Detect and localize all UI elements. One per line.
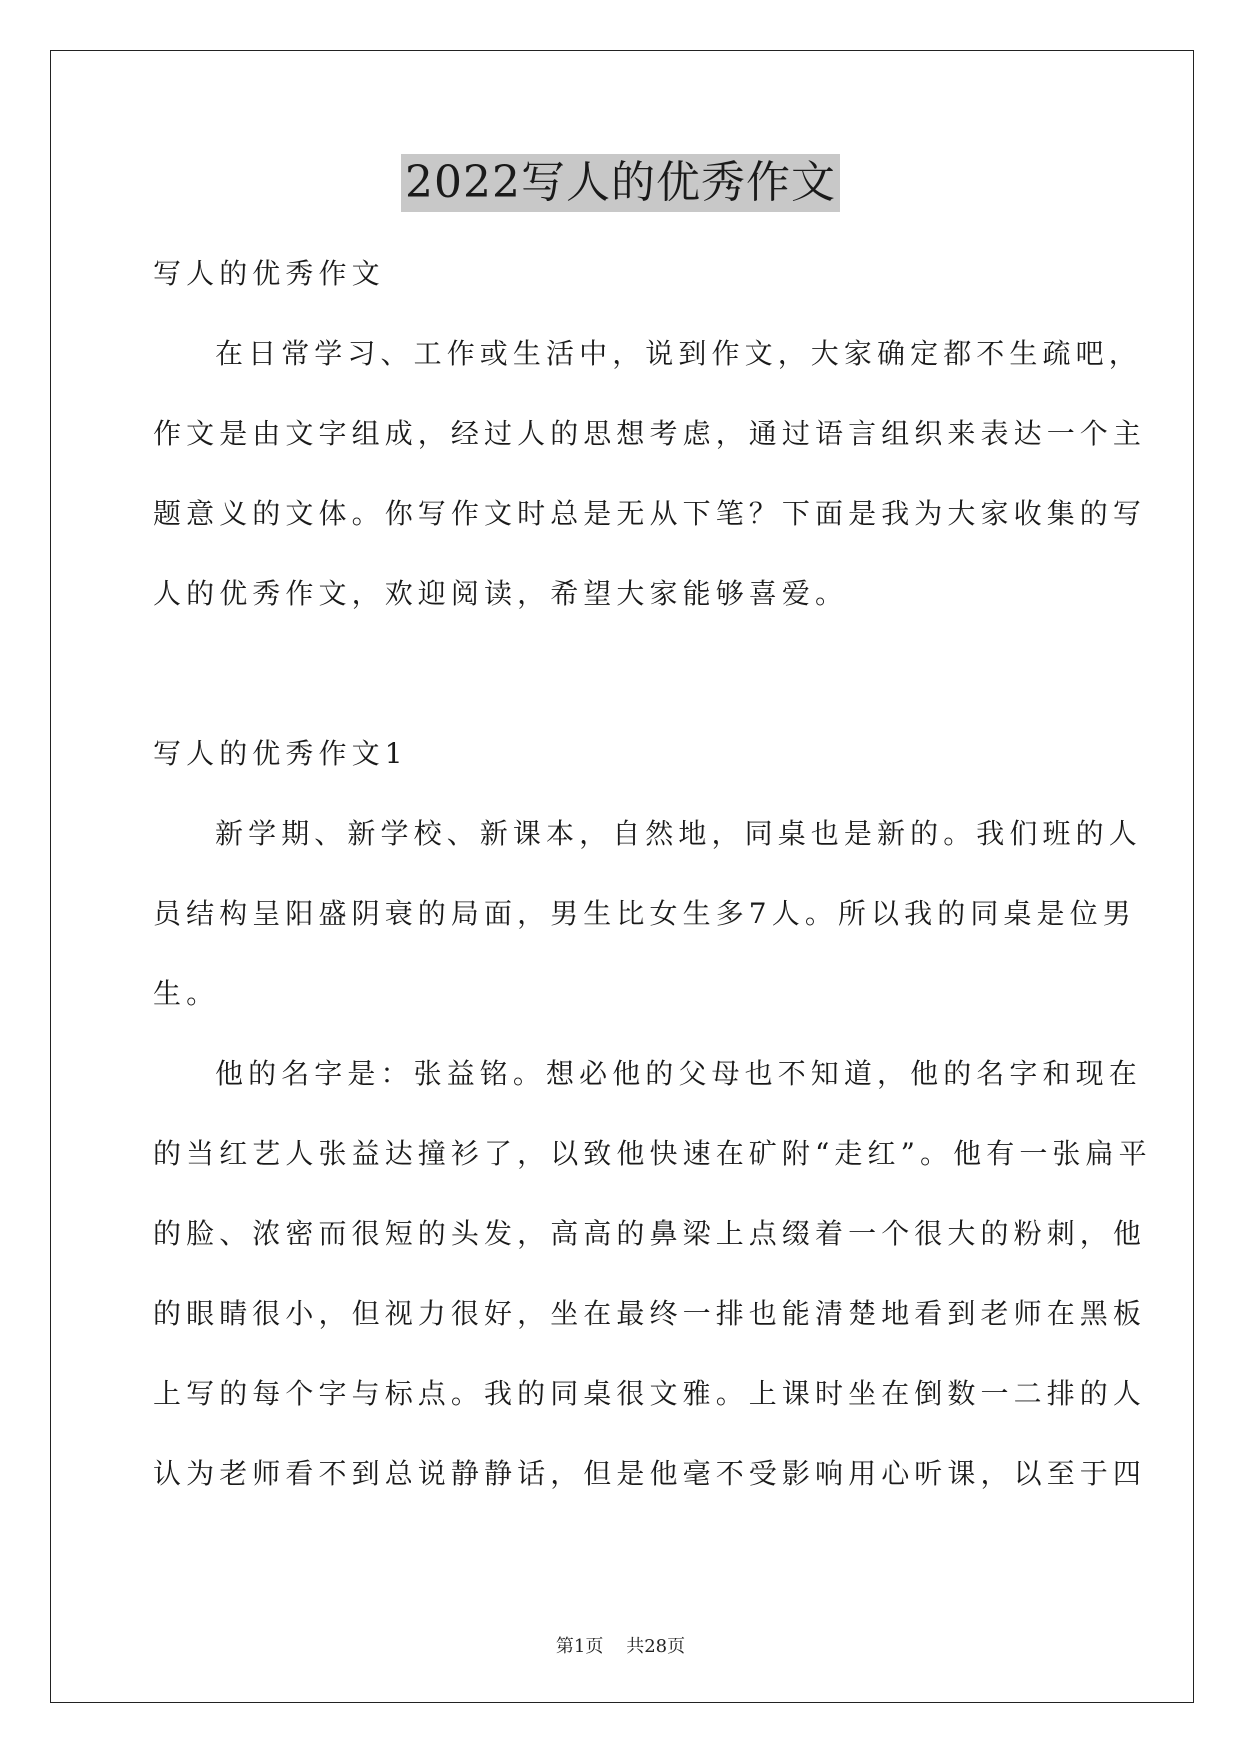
- body-text-line: 的当红艺人张益达撞衫了，以致他快速在矿附“走红”。他有一张扁平: [153, 1137, 1152, 1170]
- intro-heading: 写人的优秀作文: [153, 257, 385, 290]
- document-body: [153, 234, 1152, 1514]
- body-text-line: 的脸、浓密而很短的头发，高高的鼻梁上点缀着一个很大的粉刺，他: [153, 1217, 1147, 1250]
- title-container: [0, 154, 1241, 212]
- page-total: 共28页: [626, 1636, 686, 1657]
- page-number: 第1页: [555, 1636, 604, 1657]
- body-text-line: 他的名字是：张益铭。想必他的父母也不知道，他的名字和现在: [215, 1057, 1142, 1090]
- body-text-line: 新学期、新学校、新课本，自然地，同桌也是新的。我们班的人: [215, 817, 1142, 850]
- body-text-line: 认为老师看不到总说静静话，但是他毫不受影响用心听课，以至于四: [153, 1457, 1147, 1490]
- intro-text-line: 人的优秀作文，欢迎阅读，希望大家能够喜爱。: [153, 577, 849, 610]
- body-text-line: 上写的每个字与标点。我的同桌很文雅。上课时坐在倒数一二排的人: [153, 1377, 1147, 1410]
- page-footer: [0, 1632, 1241, 1658]
- intro-text-line: 作文是由文字组成，经过人的思想考虑，通过语言组织来表达一个主: [153, 417, 1147, 450]
- intro-text-line: 题意义的文体。你写作文时总是无从下笔？下面是我为大家收集的写: [153, 497, 1147, 530]
- section-gap: [153, 634, 1093, 714]
- body-text-line: 生。: [153, 977, 220, 1010]
- section-heading: 写人的优秀作文1: [153, 737, 408, 770]
- body-text-line: 员结构呈阳盛阴衰的局面，男生比女生多7人。所以我的同桌是位男: [153, 897, 1136, 930]
- document-title: 2022写人的优秀作文: [401, 154, 840, 212]
- body-text-line: 的眼睛很小，但视力很好，坐在最终一排也能清楚地看到老师在黑板: [153, 1297, 1147, 1330]
- intro-text-line: 在日常学习、工作或生活中，说到作文，大家确定都不生疏吧，: [215, 337, 1142, 370]
